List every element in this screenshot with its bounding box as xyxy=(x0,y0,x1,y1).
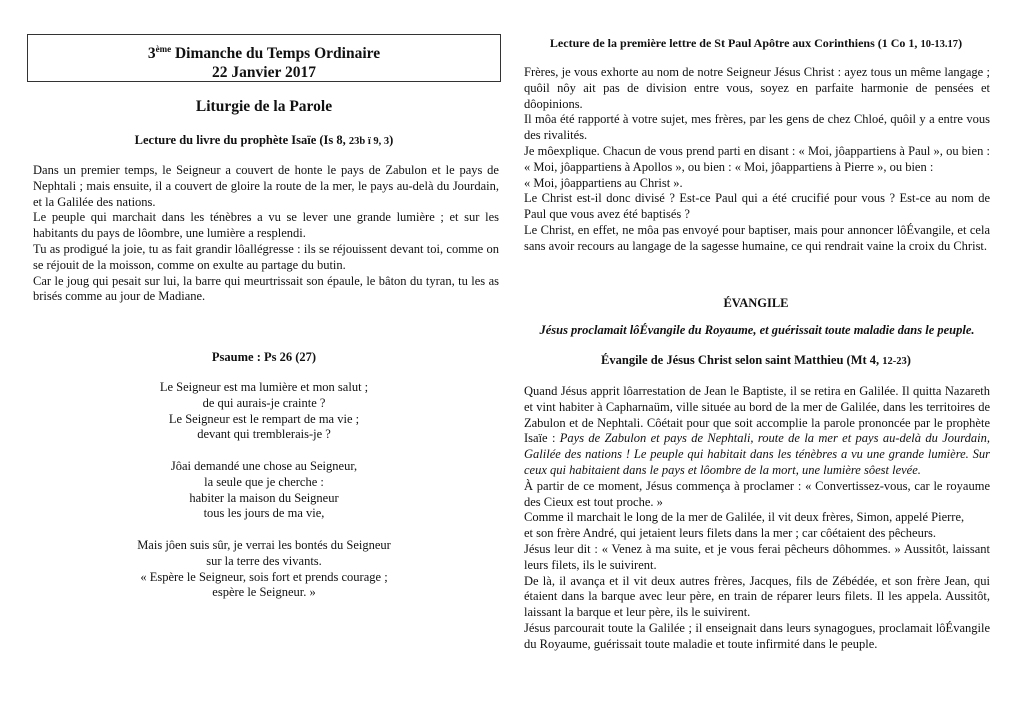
paragraph: Jésus leur dit : « Venez à ma suite, et je vous ferai pêcheurs dôhommes. » Aussitôt, laissant leurs filets, ils le suivirent. xyxy=(524,541,990,572)
gospel-text xyxy=(524,384,990,653)
paragraph: Jésus parcourait toute la Galilée ; il enseignait dans leurs synagogues, proclamait lôÉvangile du Royaume, guérissait toute maladie et toute infirmité dans le peuple. xyxy=(524,620,990,651)
paragraph: Car le joug qui pesait sur lui, la barre qui meurtrissait son épaule, le bâton du tyran, tu les as brisés comme au jour de Madiane. xyxy=(33,273,499,304)
paragraph: Le Christ est-il donc divisé ? Est-ce Paul qui a été crucifié pour vous ? Est-ce au nom de Paul que vous avez été baptisés ? xyxy=(524,191,990,222)
psalm-line: Mais jôen suis sûr, je verrai les bontés du Seigneur xyxy=(137,537,391,552)
paragraph: À partir de ce moment, Jésus commença à proclamer : « Convertissez-vous, car le royaume des Cieux est tout proche. » xyxy=(524,478,990,509)
paragraph: Dans un premier temps, le Seigneur a couvert de honte le pays de Zabulon et le pays de Nephtali ; mais ensuite, il a couvert de gloire la route de la mer, le pays au-delà du Jourdain, et la Galilée des nations. xyxy=(33,163,499,209)
psalm-line: Jôai demandé une chose au Seigneur, xyxy=(170,458,358,473)
psalm-text xyxy=(27,380,501,601)
title-box xyxy=(27,34,501,82)
date: 22 Janvier 2017 xyxy=(212,64,316,81)
psalm-line: Le Seigneur est ma lumière et mon salut ; xyxy=(159,380,369,394)
liturgy-title: Liturgie de la Parole xyxy=(195,98,333,115)
second-reading-heading: Lecture de la première lettre de St Paul Apôtre aux Corinthiens (1 Co 1, 10-13.17) xyxy=(549,36,963,50)
gospel-acclamation: Jésus proclamait lôÉvangile du Royaume, et guérissait toute maladie dans le peuple. xyxy=(539,323,975,337)
paragraph: De là, il avança et il vit deux autres frères, Jacques, fils de Zébédée, et son frère Jean, qui étaient dans la barque avec leur père, en train de réparer leurs filets. Il les appela. Aussitôt, laissant la barque et leur père, ils le suivirent. xyxy=(524,573,990,620)
gospel-title: ÉVANGILE xyxy=(723,296,789,310)
sunday-title: 3ème Dimanche du Temps Ordinaire xyxy=(147,44,381,62)
psalm-line: « Espère le Seigneur, sois fort et prends courage ; xyxy=(140,569,388,584)
paragraph: Il môa été rapporté à votre sujet, mes frères, par les gens de chez Chloé, quôil y a entre vous des rivalités. xyxy=(524,112,990,143)
psalm-line: espère le Seigneur. » xyxy=(212,585,316,600)
paragraph: Tu as prodigué la joie, tu as fait grandir lôallégresse : ils se réjouissent devant toi, comme on se réjouit de la moisson, comme on exulte au partage du butin. xyxy=(33,241,499,272)
paragraph: Je môexplique. Chacun de vous prend parti en disant : « Moi, jôappartiens à Paul », ou bien : « Moi, jôappartiens à Apollos », ou bien : « Moi, jôappartiens à Pierre », ou bien : xyxy=(524,143,990,174)
paragraph: Le Christ, en effet, ne môa pas envoyé pour baptiser, mais pour annoncer lôÉvangile, et cela sans avoir recours au langage de la sagesse humaine, ce qui rendrait vaine la croix du Christ. xyxy=(524,222,990,253)
psalm-line: de qui aurais-je crainte ? xyxy=(202,395,326,410)
prophecy-quote: Pays de Zabulon et pays de Nephtali, route de la mer et pays au-delà du Jourdain, Galilée des nations ! Le peuple qui habitait dans les ténèbres a vu une grande lumière. Sur ceux qui habitaient dans le pays et lôombre de la mort, une lumière sôest levée. xyxy=(524,431,990,477)
paragraph: Quand Jésus apprit lôarrestation de Jean le Baptiste, il se retira en Galilée. Il quitta Nazareth et vint habiter à Capharnaüm, ville située au bord de la mer de Galilée, dans les territoires de Zabulon et de Nephtali. Côétait pour que soit accomplie la parole prononcée par le prophète Isaïe : Pays de Zabulon et pays de Nephtali, route de la mer et pays au-delà du Jourdain, Galilée des nations ! Le peuple qui habitait dans les ténèbres a vu une grande lumière. Sur ceux qui habitaient dans le pays et lôombre de la mort, une lumière sôest levée. xyxy=(524,384,990,477)
psalm-line: Le Seigneur est le rempart de ma vie ; xyxy=(168,411,360,426)
paragraph: et son frère André, qui jetaient leurs filets dans la mer ; car côétaient des pêcheurs. xyxy=(524,526,936,541)
first-reading-text xyxy=(33,163,499,305)
psalm-line: la seule que je cherche : xyxy=(204,474,324,489)
psalm-line: sur la terre des vivants. xyxy=(206,553,322,568)
paragraph: « Moi, jôappartiens au Christ ». xyxy=(524,175,683,190)
first-reading-heading: Lecture du livre du prophète Isaïe (Is 8, 23b ï 9, 3) xyxy=(134,133,394,147)
second-reading-text xyxy=(524,65,990,255)
psalm-line: habiter la maison du Seigneur xyxy=(189,490,339,505)
psalm-line: devant qui tremblerais-je ? xyxy=(197,427,331,442)
paragraph: Frères, je vous exhorte au nom de notre Seigneur Jésus Christ : ayez tous un même langage ; quôil nôy ait pas de division entre vous, soyez en parfaite harmonie de pensées et dôopinions. xyxy=(524,65,990,111)
paragraph: Comme il marchait le long de la mer de Galilée, il vit deux frères, Simon, appelé Pierre, xyxy=(524,510,965,525)
psalm-heading: Psaume : Ps 26 (27) xyxy=(211,350,317,364)
gospel-heading: Évangile de Jésus Christ selon saint Matthieu (Mt 4, 12-23) xyxy=(601,353,911,367)
psalm-line: tous les jours de ma vie, xyxy=(203,506,325,521)
paragraph: Le peuple qui marchait dans les ténèbres a vu se lever une grande lumière ; et sur les habitants du pays de lôombre, une lumière a resplendi. xyxy=(33,210,499,241)
